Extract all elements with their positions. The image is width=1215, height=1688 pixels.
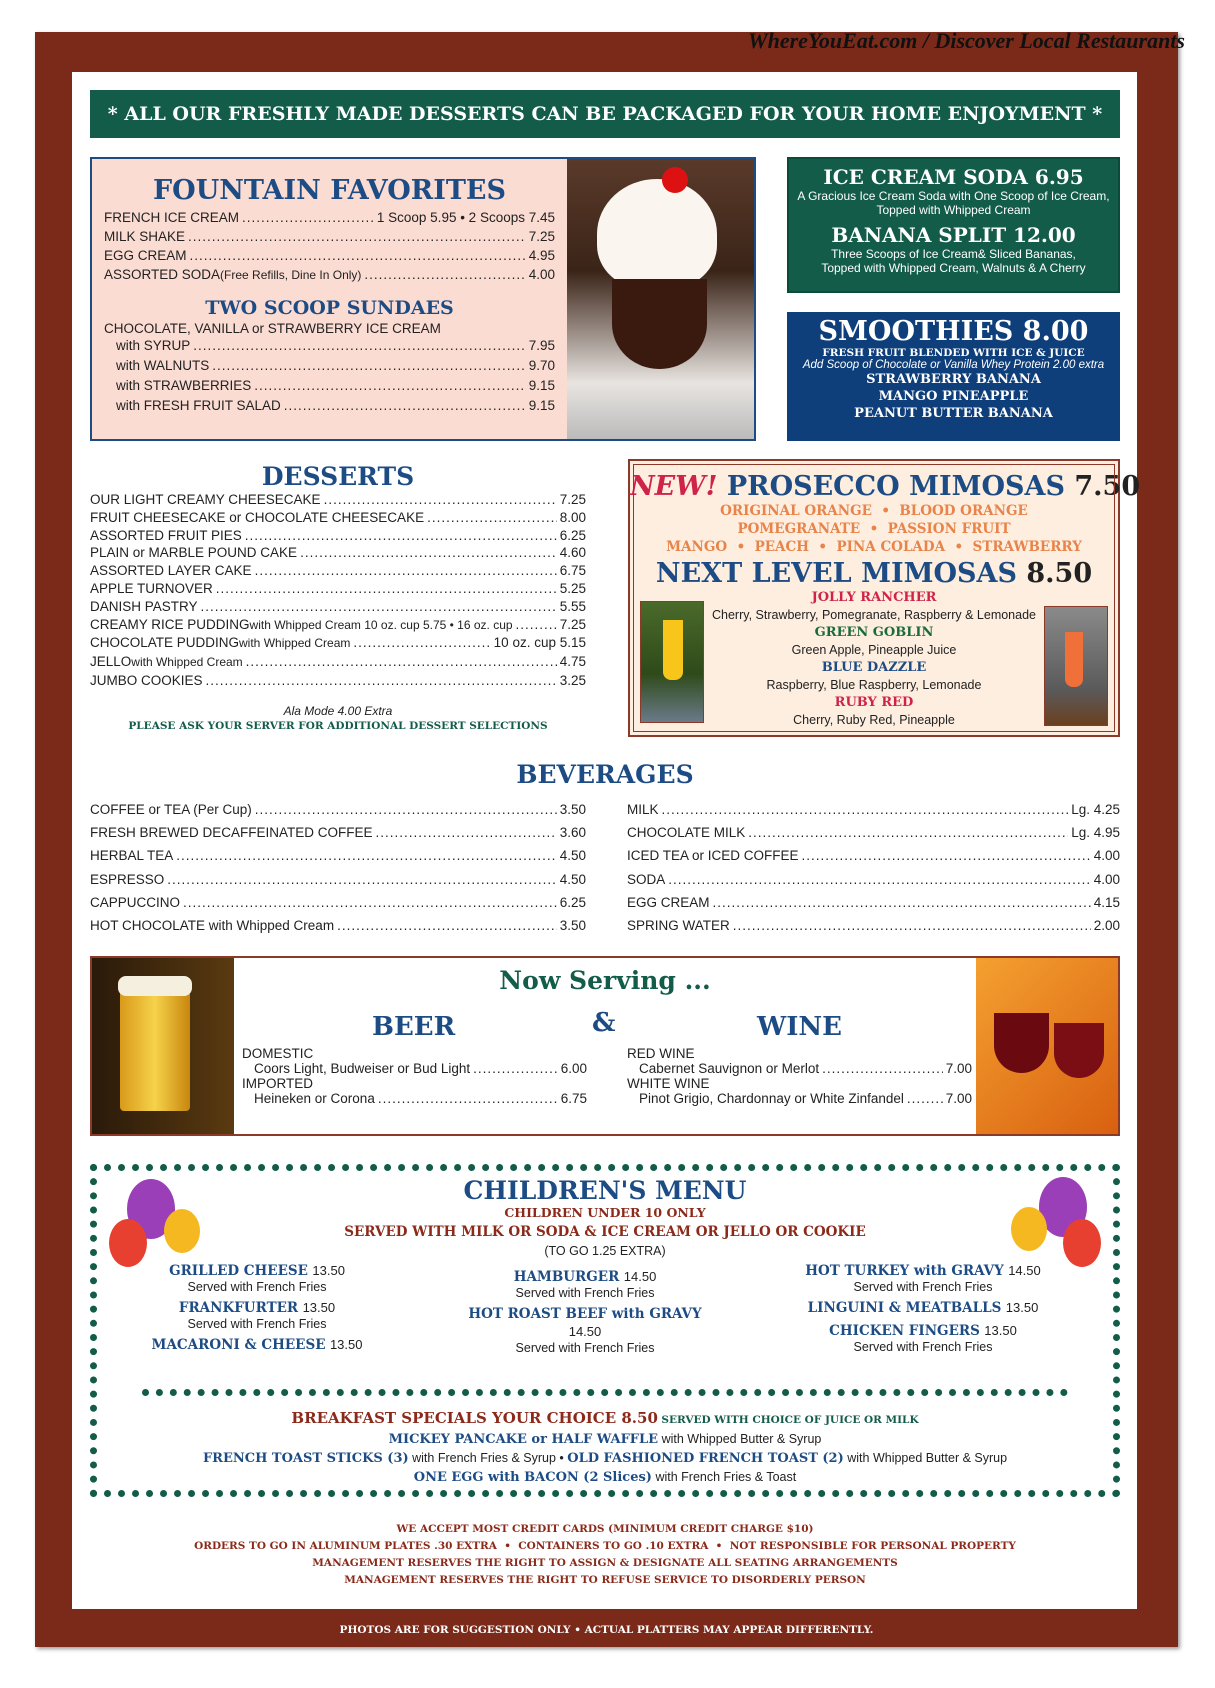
kids-item-price: 14.50 (1008, 1263, 1041, 1278)
menu-row (90, 844, 586, 867)
item-price: 4.50 (559, 848, 586, 864)
item-label: FRENCH ICE CREAM (104, 210, 240, 225)
desserts-section (90, 462, 586, 732)
red-wine-label: RED WINE (627, 1046, 695, 1061)
domestic-label: DOMESTIC (242, 1046, 314, 1061)
item-label: Coors Light, Budweiser or Bud Light (254, 1061, 471, 1076)
smoothies-note: Add Scoop of Chocolate or Vanilla Whey Protein 2.00 extra (802, 359, 1105, 371)
kids-item (793, 1299, 1053, 1317)
split-desc: Topped with Whipped Cream, Walnuts & A Cherry (821, 261, 1086, 275)
ampersand: & (592, 1008, 616, 1038)
menu-row (90, 491, 586, 509)
smoothies-title: SMOOTHIES 8.00 (818, 316, 1089, 347)
item-label: SPRING WATER (627, 918, 730, 934)
menu-row (104, 208, 555, 227)
mimosa-flavor-line: POMEGRANATE • PASSION FRUIT (737, 521, 1011, 537)
smoothie-flavor: STRAWBERRY BANANA (866, 372, 1041, 387)
menu-row (90, 580, 586, 598)
ask-server-note: PLEASE ASK YOUR SERVER FOR ADDITIONAL DESSERT SELECTIONS (128, 719, 548, 732)
item-price: 4.15 (1093, 894, 1120, 910)
item-price: 7.00 (945, 1061, 972, 1076)
breakfast-item: MICKEY PANCAKE or HALF WAFFLE (388, 1432, 659, 1447)
smoothie-flavor: MANGO PINEAPPLE (878, 389, 1029, 404)
balloons-left-icon (109, 1179, 199, 1279)
kids-item-name: GRILLED CHEESE (169, 1263, 308, 1279)
item-note: with Whipped Cream (131, 655, 243, 670)
children-togo-note: (TO GO 1.25 EXTRA) (544, 1244, 666, 1258)
menu-row (627, 891, 1120, 914)
soda-desc: Topped with Whipped Cream (876, 203, 1031, 217)
item-label: COFFEE or TEA (Per Cup) (90, 802, 252, 817)
smoothie-flavor: PEANUT BUTTER BANANA (854, 406, 1053, 421)
menu-row (90, 527, 586, 545)
children-served-with: SERVED WITH MILK OR SODA & ICE CREAM OR JELLO OR COOKIE (344, 1224, 866, 1240)
item-price: Lg. 4.95 (1071, 825, 1120, 841)
kids-item-desc: Served with French Fries (853, 1280, 993, 1294)
item-label: FRUIT CHEESECAKE or CHOCOLATE CHEESECAKE (90, 509, 425, 525)
item-label: ASSORTED SODA (104, 267, 221, 282)
childrens-menu-title: CHILDREN'S MENU (463, 1176, 747, 1205)
beer-title: BEER (372, 1012, 456, 1042)
kids-item-desc: Served with French Fries (187, 1317, 327, 1331)
kids-item-price: 14.50 (623, 1269, 657, 1284)
menu-row (116, 336, 555, 356)
item-label: JELLO (90, 654, 132, 670)
kids-item-price: 13.50 (312, 1263, 345, 1278)
smoothies-box (787, 312, 1120, 441)
sundaes-title: TWO SCOOP SUNDAES (205, 297, 454, 319)
fountain-section (90, 157, 756, 441)
kids-item (137, 1299, 377, 1331)
white-wine-row (627, 1091, 972, 1106)
kids-item-price: 13.50 (302, 1300, 336, 1315)
menu-row (90, 891, 586, 914)
children-age-note: CHILDREN UNDER 10 ONLY (504, 1205, 706, 1220)
item-label: Heineken or Corona (254, 1091, 375, 1106)
item-price: Lg. 4.25 (1071, 802, 1120, 817)
item-label: ESPRESSO (90, 871, 165, 887)
fountain-title: FOUNTAIN FAVORITES (153, 175, 506, 206)
mimosa-flavor-line: ORIGINAL ORANGE • BLOOD ORANGE (720, 503, 1028, 519)
item-price: 9.70 (528, 358, 555, 373)
kids-item-name: HOT TURKEY with GRAVY (805, 1263, 1004, 1279)
item-price: 4.50 (559, 871, 586, 887)
next-mimosa-name: JOLLY RANCHER (811, 590, 937, 605)
kids-item-price: 13.50 (984, 1323, 1017, 1338)
beverages-left (90, 798, 586, 937)
policy-note: MANAGEMENT RESERVES THE RIGHT TO REFUSE SERVICE TO DISORDERLY PERSON (344, 1574, 866, 1586)
policy-note: ORDERS TO GO IN ALUMINUM PLATES .30 EXTRA • CONTAINERS TO GO .10 EXTRA • NOT RESPONSIBLE FOR PERSONAL PROPERTY (194, 1540, 1016, 1552)
ala-mode-note: Ala Mode 4.00 Extra (283, 703, 393, 718)
menu-row (90, 653, 586, 672)
item-price: 6.75 (559, 563, 586, 579)
beer-photo (92, 958, 234, 1134)
next-mimosa-desc: Raspberry, Blue Raspberry, Lemonade (766, 678, 982, 692)
item-label: CAPPUCCINO (90, 894, 181, 910)
breakfast-item: ONE EGG with BACON (2 Slices) (413, 1470, 652, 1485)
item-price: 4.75 (559, 654, 586, 670)
menu-row (90, 672, 586, 690)
menu-row (627, 798, 1120, 821)
next-mimosa-name: BLUE DAZZLE (821, 660, 927, 675)
breakfast-desc: with Whipped Butter & Syrup (847, 1451, 1008, 1465)
menu-row (90, 509, 586, 527)
prosecco-title: PROSECCO MIMOSAS (726, 471, 1065, 502)
item-label: APPLE TURNOVER (90, 580, 213, 596)
item-price: 6.25 (559, 527, 586, 543)
item-label: PLAIN or MARBLE POUND CAKE (90, 545, 298, 561)
item-price: 7.25 (528, 229, 555, 244)
kids-item-name: CHICKEN FINGERS (829, 1323, 980, 1339)
item-label: JUMBO COOKIES (90, 672, 203, 688)
item-price: 4.00 (1093, 871, 1120, 887)
banana-split-title: BANANA SPLIT 12.00 (831, 223, 1076, 247)
menu-row (90, 634, 586, 653)
mimosa-photo-left (640, 601, 704, 723)
kids-item (465, 1268, 705, 1300)
sundae-photo (567, 159, 754, 439)
item-price: 2.00 (1093, 918, 1120, 934)
item-label: Pinot Grigio, Chardonnay or White Zinfandel (639, 1091, 904, 1106)
breakfast-served: SERVED WITH CHOICE OF JUICE OR MILK (661, 1414, 919, 1426)
kids-item-price: 13.50 (329, 1337, 363, 1352)
kids-item-price: 13.50 (1005, 1300, 1039, 1315)
ice-cream-soda-box (787, 157, 1120, 293)
item-price: 4.95 (528, 248, 555, 263)
item-price: 7.95 (528, 338, 555, 353)
item-price: 3.60 (559, 825, 586, 841)
item-price: 6.00 (560, 1061, 587, 1076)
mimosa-photo-right (1044, 606, 1108, 726)
next-mimosa-desc: Green Apple, Pineapple Juice (791, 643, 957, 657)
sundaes-subtitle: CHOCOLATE, VANILLA or STRAWBERRY ICE CREAM (104, 321, 441, 336)
breakfast-desc: with Whipped Butter & Syrup (661, 1432, 822, 1446)
item-label: Cabernet Sauvignon or Merlot (639, 1061, 820, 1076)
menu-row (116, 356, 555, 376)
menu-row (90, 798, 586, 821)
kids-item (137, 1336, 377, 1354)
imported-label: IMPORTED (242, 1076, 314, 1091)
item-price: 4.60 (559, 545, 586, 561)
ice-cream-soda-title: ICE CREAM SODA 6.95 (823, 165, 1084, 189)
policy-note: MANAGEMENT RESERVES THE RIGHT TO ASSIGN & DESIGNATE ALL SEATING ARRANGEMENTS (312, 1557, 898, 1569)
menu-row (627, 844, 1120, 867)
item-price: 1 Scoop 5.95 • 2 Scoops 7.45 (376, 210, 555, 225)
kids-item-desc: Served with French Fries (515, 1286, 655, 1300)
item-label: OUR LIGHT CREAMY CHEESECAKE (90, 492, 321, 507)
menu-row (104, 265, 555, 285)
menu-row (90, 616, 586, 635)
footer-disclaimer: PHOTOS ARE FOR SUGGESTION ONLY • ACTUAL PLATTERS MAY APPEAR DIFFERENTLY. (339, 1624, 874, 1636)
item-label: ASSORTED LAYER CAKE (90, 563, 252, 579)
item-label: EGG CREAM (627, 894, 710, 910)
kids-item-name: HAMBURGER (513, 1269, 620, 1285)
kids-item (793, 1322, 1053, 1354)
white-wine-label: WHITE WINE (627, 1076, 710, 1091)
item-price: 7.25 (559, 492, 586, 507)
item-label: EGG CREAM (104, 248, 187, 263)
next-mimosa-desc: Cherry, Strawberry, Pomegranate, Raspberry & Lemonade (712, 608, 1036, 622)
imported-row (242, 1091, 587, 1106)
breakfast-title: BREAKFAST SPECIALS YOUR CHOICE 8.50 (291, 1409, 658, 1427)
item-price: 3.50 (559, 802, 586, 817)
breakfast-item: FRENCH TOAST STICKS (3) (202, 1451, 409, 1466)
packaging-banner: * ALL OUR FRESHLY MADE DESSERTS CAN BE PACKAGED FOR YOUR HOME ENJOYMENT * (90, 90, 1120, 138)
menu-row (104, 227, 555, 246)
menu-row (627, 821, 1120, 844)
prosecco-price: 7.50 (1074, 471, 1141, 502)
red-wine-row (627, 1061, 972, 1076)
item-label: CREAMY RICE PUDDING (90, 616, 250, 632)
menu-row (90, 562, 586, 580)
mimosas-box (628, 459, 1141, 737)
wine-photo (976, 958, 1118, 1134)
item-note: (Free Refills, Dine In Only) (220, 268, 362, 282)
kids-item-desc: Served with French Fries (515, 1341, 655, 1355)
menu-row (90, 914, 586, 937)
kids-item-desc: Served with French Fries (853, 1340, 993, 1354)
item-label: ICED TEA or ICED COFFEE (627, 848, 799, 864)
item-label: MILK (627, 802, 659, 817)
item-price: 9.15 (528, 378, 555, 393)
beverages-right (627, 798, 1120, 937)
new-badge: NEW! (630, 471, 718, 502)
next-level-title: NEXT LEVEL MIMOSAS (655, 558, 1017, 589)
menu-row (116, 376, 555, 396)
item-label: CHOCOLATE MILK (627, 825, 746, 841)
next-mimosa-name: GREEN GOBLIN (814, 625, 934, 640)
menu-row (90, 868, 586, 891)
menu-row (627, 914, 1120, 937)
item-price: 10 oz. cup 5.15 (493, 635, 586, 651)
item-price: 3.25 (559, 672, 586, 688)
item-label: FRESH BREWED DECAFFEINATED COFFEE (90, 825, 373, 841)
item-price: 8.00 (559, 509, 586, 525)
next-level-price: 8.50 (1026, 558, 1093, 589)
kids-item-price: 14.50 (568, 1324, 602, 1339)
item-label: with FRESH FRUIT SALAD (116, 398, 281, 413)
kids-item (465, 1305, 705, 1355)
item-price: 4.00 (528, 267, 555, 282)
item-price: 4.00 (1093, 848, 1120, 864)
item-label: MILK SHAKE (104, 229, 186, 244)
menu-row (116, 396, 555, 416)
item-label: ASSORTED FRUIT PIES (90, 527, 242, 543)
childrens-menu-section (90, 1164, 1120, 1497)
menu-row (90, 821, 586, 844)
domestic-row (242, 1061, 587, 1076)
mimosa-flavor-line: MANGO • PEACH • PINA COLADA • STRAWBERRY (666, 539, 1082, 555)
desserts-title: DESSERTS (261, 462, 415, 491)
item-label: with WALNUTS (116, 358, 210, 373)
menu-row (104, 246, 555, 265)
policy-notes (90, 1521, 1120, 1589)
breakfast-desc: with French Fries & Toast (655, 1470, 797, 1484)
kids-item-name: MACARONI & CHEESE (151, 1337, 326, 1353)
beer-wine-section (90, 956, 1120, 1136)
smoothies-sub: FRESH FRUIT BLENDED WITH ICE & JUICE (822, 347, 1085, 359)
next-mimosa-desc: Cherry, Ruby Red, Pineapple (793, 713, 955, 727)
soda-desc: A Gracious Ice Cream Soda with One Scoop of Ice Cream, (797, 189, 1110, 203)
item-price: 7.00 (945, 1091, 972, 1106)
policy-note: WE ACCEPT MOST CREDIT CARDS (MINIMUM CREDIT CHARGE $10) (396, 1523, 814, 1535)
item-note: with Whipped Cream (239, 636, 351, 651)
watermark: WhereYouEat.com / Discover Local Restaurants (748, 28, 1185, 53)
item-label: with SYRUP (116, 338, 191, 353)
item-label: HOT CHOCOLATE with Whipped Cream (90, 918, 335, 934)
menu-row (90, 544, 586, 562)
item-label: SODA (627, 871, 666, 887)
item-price: 5.55 (559, 598, 586, 614)
wine-title: WINE (757, 1012, 842, 1042)
breakfast-desc: with French Fries & Syrup • (412, 1451, 564, 1465)
kids-item-name: LINGUINI & MEATBALLS (807, 1300, 1002, 1316)
balloons-right-icon (1011, 1177, 1101, 1277)
item-price: 5.25 (559, 580, 586, 596)
beverages-title: BEVERAGES (516, 760, 694, 789)
item-price: 6.25 (559, 894, 586, 910)
now-serving-title: Now Serving ... (499, 966, 711, 995)
kids-item-name: FRANKFURTER (178, 1300, 299, 1316)
item-label: CHOCOLATE PUDDING (90, 635, 240, 651)
kids-item-desc: Served with French Fries (187, 1280, 327, 1294)
item-price: 9.15 (528, 398, 555, 413)
kids-item-name: HOT ROAST BEEF with GRAVY (468, 1306, 702, 1322)
menu-row (90, 598, 586, 616)
item-price: 3.50 (559, 918, 586, 934)
next-mimosa-name: RUBY RED (834, 695, 914, 710)
menu-row (627, 868, 1120, 891)
item-label: with STRAWBERRIES (116, 378, 252, 393)
breakfast-item: OLD FASHIONED FRENCH TOAST (2) (567, 1451, 844, 1466)
item-label: HERBAL TEA (90, 848, 174, 864)
split-desc: Three Scoops of Ice Cream& Sliced Bananas, (831, 247, 1076, 261)
item-label: DANISH PASTRY (90, 598, 198, 614)
item-note: with Whipped Cream 10 oz. cup 5.75 • 16 oz. cup (249, 617, 513, 632)
item-price: 6.75 (560, 1091, 587, 1106)
item-price: 7.25 (559, 616, 586, 632)
